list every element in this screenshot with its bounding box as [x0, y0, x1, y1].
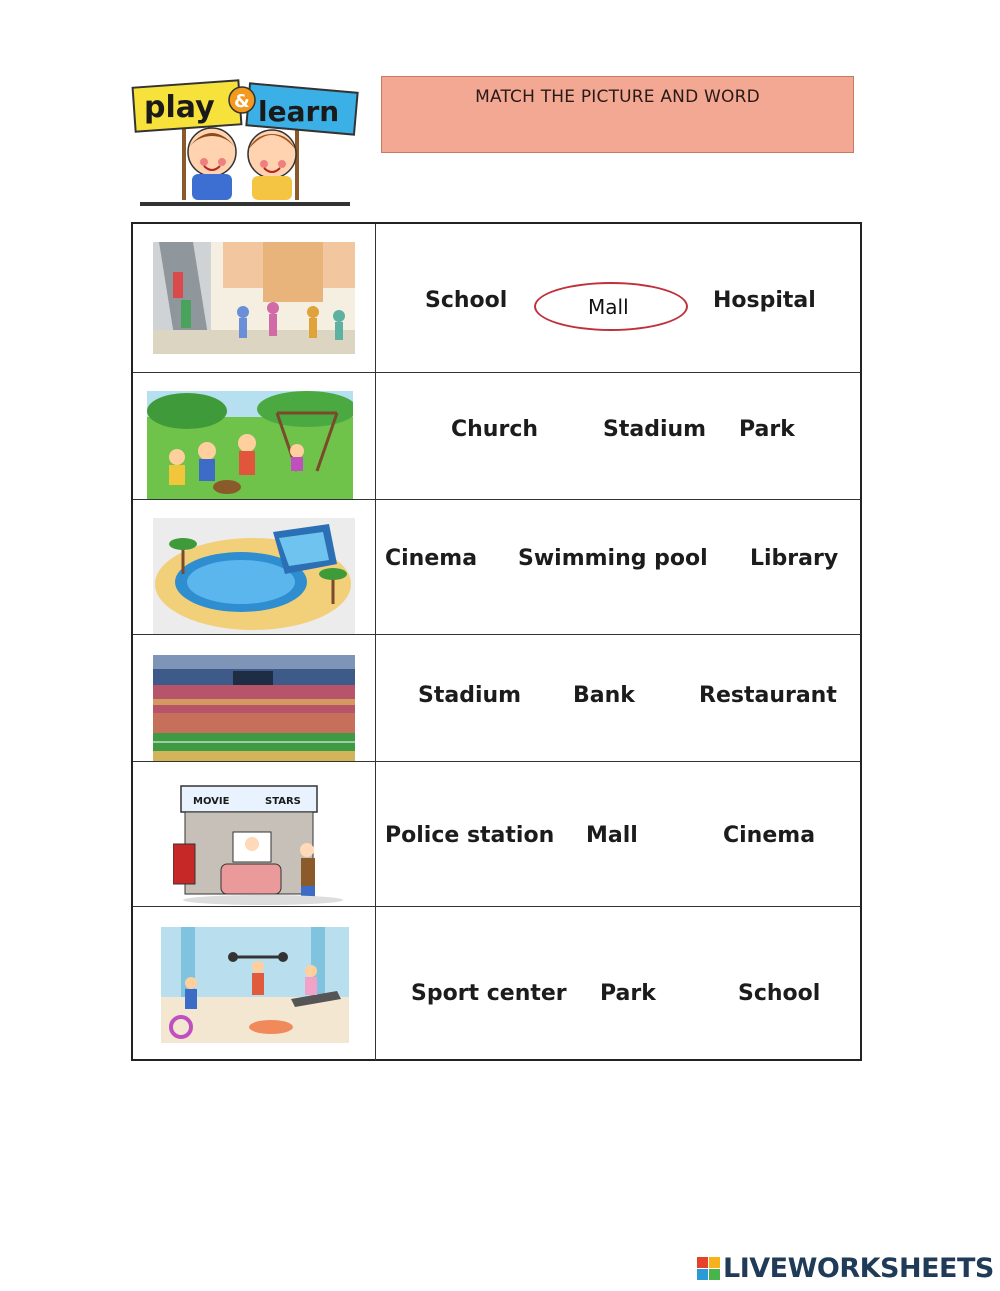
option-restaurant[interactable]: Restaurant: [699, 683, 837, 708]
option-mall[interactable]: Mall: [586, 823, 638, 848]
picture-cell: [133, 762, 376, 906]
option-sport-center[interactable]: Sport center: [411, 981, 567, 1006]
option-park[interactable]: Park: [600, 981, 656, 1006]
svg-text:STARS: STARS: [265, 796, 301, 807]
picture-cell: [133, 500, 376, 634]
shopping-mall-picture: [153, 242, 355, 354]
picture-cell: [133, 907, 376, 1061]
svg-text:play: play: [144, 90, 215, 125]
table-row: [133, 224, 860, 373]
option-park[interactable]: Park: [739, 417, 795, 442]
cinema-picture: [173, 782, 343, 906]
option-church[interactable]: Church: [451, 417, 539, 442]
liveworksheets-logo-icon: [697, 1257, 721, 1281]
page-title: MATCH THE PICTURE AND WORD: [475, 87, 760, 107]
option-library[interactable]: Library: [750, 546, 839, 571]
option-school[interactable]: School: [425, 288, 508, 313]
play-and-learn-logo: [130, 70, 360, 210]
stadium-picture: [153, 655, 355, 761]
option-stadium[interactable]: Stadium: [603, 417, 707, 442]
option-police-station[interactable]: Police station: [385, 823, 555, 848]
option-cinema[interactable]: Cinema: [385, 546, 478, 571]
option-swimming-pool[interactable]: Swimming pool: [518, 546, 708, 571]
kids-holding-sign-icon: [130, 70, 360, 210]
table-row: [133, 500, 860, 635]
matching-table: [131, 222, 862, 1061]
brand-name: LIVEWORKSHEETS: [723, 1253, 994, 1284]
picture-cell: [133, 373, 376, 499]
table-row: [133, 635, 860, 762]
park-picture: [147, 391, 353, 499]
swimming-pool-picture: [153, 518, 355, 634]
svg-text:&: &: [234, 91, 250, 112]
option-school[interactable]: School: [738, 981, 821, 1006]
svg-text:MOVIE: MOVIE: [193, 796, 230, 807]
svg-text:learn: learn: [258, 95, 340, 128]
table-row: [133, 373, 860, 500]
table-row: [133, 907, 860, 1061]
title-box: [381, 76, 854, 153]
sport-center-picture: [161, 927, 349, 1043]
option-hospital[interactable]: Hospital: [713, 288, 816, 313]
option-mall[interactable]: Mall: [588, 295, 629, 319]
picture-cell: [133, 224, 376, 372]
option-stadium[interactable]: Stadium: [418, 683, 522, 708]
option-bank[interactable]: Bank: [573, 683, 635, 708]
picture-cell: [133, 635, 376, 761]
liveworksheets-brand: [697, 1253, 993, 1287]
table-row: [133, 762, 860, 907]
option-cinema[interactable]: Cinema: [723, 823, 816, 848]
